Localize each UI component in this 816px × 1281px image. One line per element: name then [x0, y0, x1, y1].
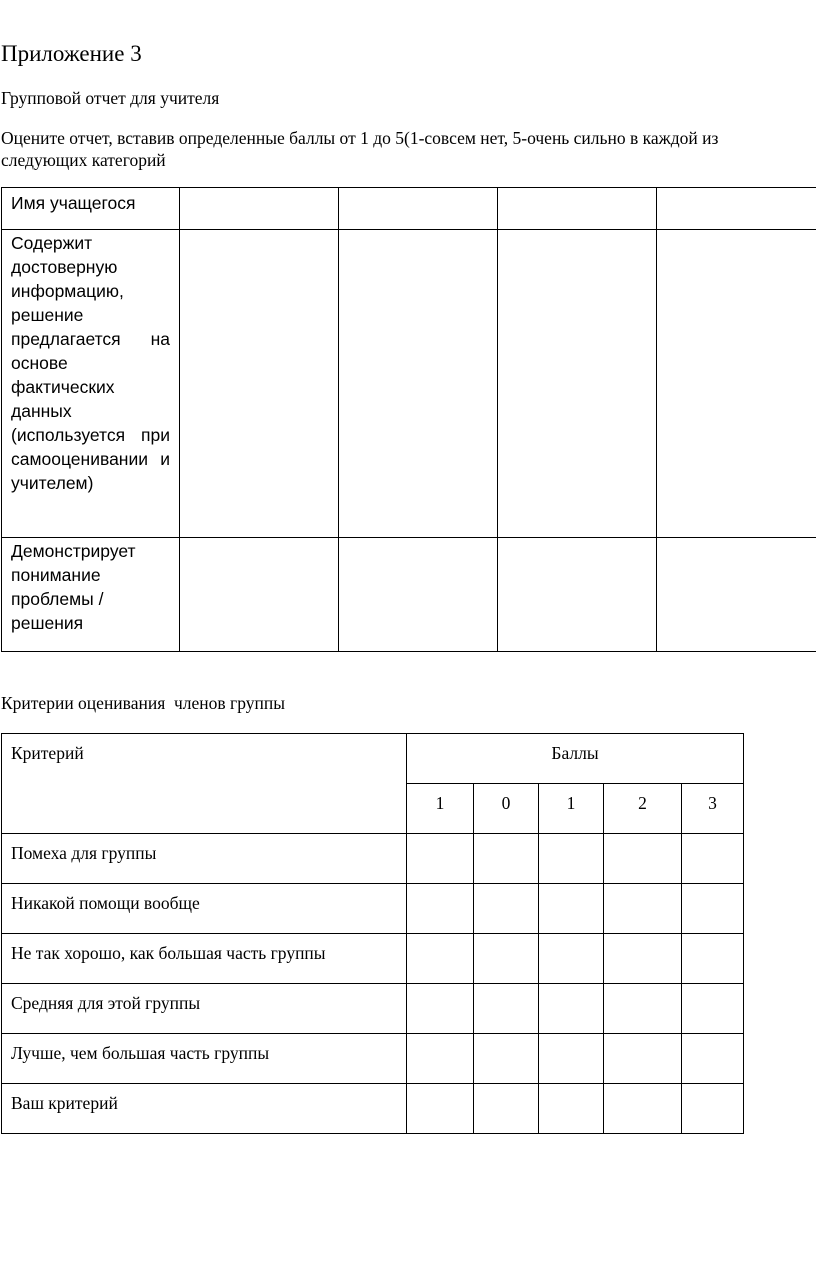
score-cell[interactable] — [474, 1084, 539, 1134]
criterion-label: Не так хорошо, как большая часть группы — [2, 934, 407, 984]
score-cell[interactable] — [407, 884, 474, 934]
table-row — [2, 934, 744, 984]
score-cell[interactable] — [539, 884, 604, 934]
score-cell[interactable] — [407, 1084, 474, 1134]
criterion-label: Никакой помощи вообще — [2, 884, 407, 934]
score-cell[interactable] — [539, 1034, 604, 1084]
criterion-header: Критерий — [2, 734, 407, 834]
score-cell[interactable] — [539, 834, 604, 884]
score-cell[interactable] — [682, 984, 744, 1034]
score-cell[interactable] — [682, 934, 744, 984]
score-cell[interactable] — [498, 538, 657, 652]
table-row — [2, 734, 744, 784]
score-cell[interactable] — [498, 230, 657, 538]
criterion-label: Лучше, чем большая часть группы — [2, 1034, 407, 1084]
row-label-understanding: Демонстрирует понимание проблемы /решения — [2, 538, 180, 652]
score-column-label: 1 — [539, 784, 604, 834]
score-cell[interactable] — [657, 230, 816, 538]
score-column-label: 0 — [474, 784, 539, 834]
score-cell[interactable] — [339, 538, 498, 652]
score-cell[interactable] — [657, 188, 816, 230]
score-cell[interactable] — [604, 934, 682, 984]
student-evaluation-table — [1, 187, 816, 652]
table-row — [2, 1034, 744, 1084]
appendix-title: Приложение 3 — [1, 41, 142, 66]
score-cell[interactable] — [682, 1084, 744, 1134]
score-cell[interactable] — [604, 884, 682, 934]
score-cell[interactable] — [180, 230, 339, 538]
table-row — [2, 230, 816, 538]
score-cell[interactable] — [339, 188, 498, 230]
score-cell[interactable] — [474, 884, 539, 934]
score-column-label: 2 — [604, 784, 682, 834]
score-cell[interactable] — [474, 1034, 539, 1084]
score-cell[interactable] — [604, 1034, 682, 1084]
criteria-title: Критерии оценивания членов группы — [1, 693, 285, 713]
score-cell[interactable] — [539, 984, 604, 1034]
score-cell[interactable] — [682, 884, 744, 934]
score-cell[interactable] — [474, 834, 539, 884]
score-column-label: 1 — [407, 784, 474, 834]
criterion-label: Средняя для этой группы — [2, 984, 407, 1034]
table-row — [2, 834, 744, 884]
score-cell[interactable] — [407, 1034, 474, 1084]
table-row — [2, 1084, 744, 1134]
score-cell[interactable] — [498, 188, 657, 230]
score-cell[interactable] — [407, 984, 474, 1034]
row-label-student-name: Имя учащегося — [2, 188, 180, 230]
score-cell[interactable] — [682, 834, 744, 884]
instructions-text: Оцените отчет, вставив определенные баллы от 1 до 5(1-совсем нет, 5-очень сильно в каждой из следующих категорий — [1, 128, 719, 170]
row-label-reliable-info: Содержит достоверную информацию, решение предлагается на основе фактических данных (используется при самооценивании и учителем) — [2, 230, 180, 538]
score-cell[interactable] — [180, 538, 339, 652]
criterion-label: Помеха для группы — [2, 834, 407, 884]
table-row — [2, 884, 744, 934]
score-cell[interactable] — [539, 934, 604, 984]
table-row — [2, 188, 816, 230]
score-cell[interactable] — [474, 984, 539, 1034]
score-cell[interactable] — [339, 230, 498, 538]
criteria-table — [1, 733, 744, 1134]
score-cell[interactable] — [180, 188, 339, 230]
report-title: Групповой отчет для учителя — [1, 88, 220, 108]
score-column-label: 3 — [682, 784, 744, 834]
criterion-label: Ваш критерий — [2, 1084, 407, 1134]
table-row — [2, 538, 816, 652]
score-cell[interactable] — [604, 1084, 682, 1134]
score-cell[interactable] — [474, 934, 539, 984]
score-cell[interactable] — [682, 1034, 744, 1084]
score-cell[interactable] — [657, 538, 816, 652]
scores-header: Баллы — [407, 734, 744, 784]
score-cell[interactable] — [604, 834, 682, 884]
table-row — [2, 984, 744, 1034]
score-cell[interactable] — [604, 984, 682, 1034]
score-cell[interactable] — [539, 1084, 604, 1134]
score-cell[interactable] — [407, 834, 474, 884]
score-cell[interactable] — [407, 934, 474, 984]
